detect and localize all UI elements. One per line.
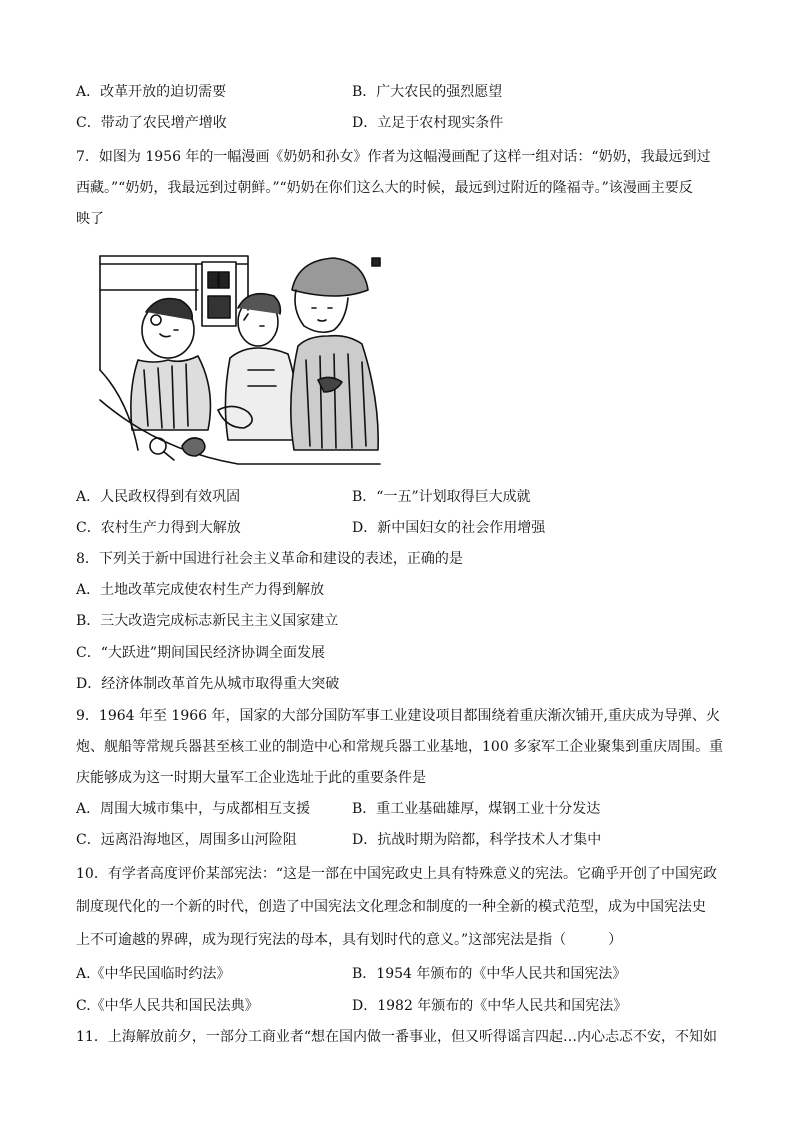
q9-option-a: A．周围大城市集中，与成都相互支援 <box>76 801 311 817</box>
q6-option-b: B．广大农民的强烈愿望 <box>352 84 503 100</box>
q10-stem-line: 上不可逾越的界碑，成为现行宪法的母本，具有划时代的意义。”这部宪法是指（ ） <box>76 932 623 948</box>
q9-stem-line: 炮、舰船等常规兵器甚至核工业的制造中心和常规兵器工业基地，100 多家军工企业聚集到重庆周围。重 <box>76 739 724 755</box>
q6-option-a: A．改革开放的迫切需要 <box>76 84 227 100</box>
q10-option-d: D．1982 年颁布的《中华人民共和国宪法》 <box>352 998 628 1014</box>
q10-stem-line: 10．有学者高度评价某部宪法：“这是一部在中国宪政史上具有特殊意义的宪法。它确乎开创了中国宪政 <box>76 866 717 882</box>
q7-stem <box>76 142 716 235</box>
q8-option-d: D．经济体制改革首先从城市取得重大突破 <box>76 676 340 692</box>
q6-option-d: D．立足于农村现实条件 <box>352 115 504 131</box>
q9-option-c: C．远离沿海地区，周围多山河险阻 <box>76 832 297 848</box>
q11-stem: 11．上海解放前夕，一部分工商业者“想在国内做一番事业，但又听得谣言四起…内心忐忑不安，不知如 <box>76 1029 717 1045</box>
q9-option-b: B．重工业基础雄厚，煤钢工业十分发达 <box>352 801 601 817</box>
q9-option-d: D．抗战时期为陪都，科学技术人才集中 <box>352 832 602 848</box>
q7-stem-line: 西藏。”“奶奶，我最远到过朝鲜。”“奶奶在你们这么大的时候，最远到过附近的隆福寺。”该漫画主要反 <box>76 180 693 196</box>
q8-option-c: C．“大跃进”期间国民经济协调全面发展 <box>76 645 326 661</box>
q9-stem-line: 庆能够成为这一时期大量军工企业选址于此的重要条件是 <box>76 770 426 786</box>
q7-option-d: D．新中国妇女的社会作用增强 <box>352 520 546 536</box>
q7-stem-line: 7．如图为 1956 年的一幅漫画《奶奶和孙女》作者为这幅漫画配了这样一组对话：“奶奶，我最远到过 <box>76 149 711 165</box>
q7-stem-line: 映了 <box>76 211 104 227</box>
q10-option-b: B．1954 年颁布的《中华人民共和国宪法》 <box>352 966 627 982</box>
q8-option-a: A．土地改革完成使农村生产力得到解放 <box>76 582 325 598</box>
q7-option-a: A．人民政权得到有效巩固 <box>76 489 241 505</box>
q7-option-b: B．“一五”计划取得巨大成就 <box>352 489 531 505</box>
cartoon-figure-icon <box>98 250 382 466</box>
q10-stem-line: 制度现代化的一个新的时代，创造了中国宪法文化理念和制度的一种全新的模式范型，成为中国宪法史 <box>76 899 706 915</box>
q8-option-b: B．三大改造完成标志新民主主义国家建立 <box>76 613 339 629</box>
q9-stem-line: 9．1964 年至 1966 年，国家的大部分国防军事工业建设项目都围绕着重庆渐次铺开,重庆成为导弹、火 <box>76 708 720 724</box>
q10-option-a: A.《中华民国临时约法》 <box>76 966 231 982</box>
q7-option-c: C．农村生产力得到大解放 <box>76 520 241 536</box>
q9-stem <box>76 701 724 794</box>
q6-option-c: C．带动了农民增产增收 <box>76 115 227 131</box>
q10-stem <box>76 858 716 957</box>
q8-stem: 8．下列关于新中国进行社会主义革命和建设的表述，正确的是 <box>76 551 463 567</box>
q10-option-c: C.《中华人民共和国民法典》 <box>76 998 259 1014</box>
